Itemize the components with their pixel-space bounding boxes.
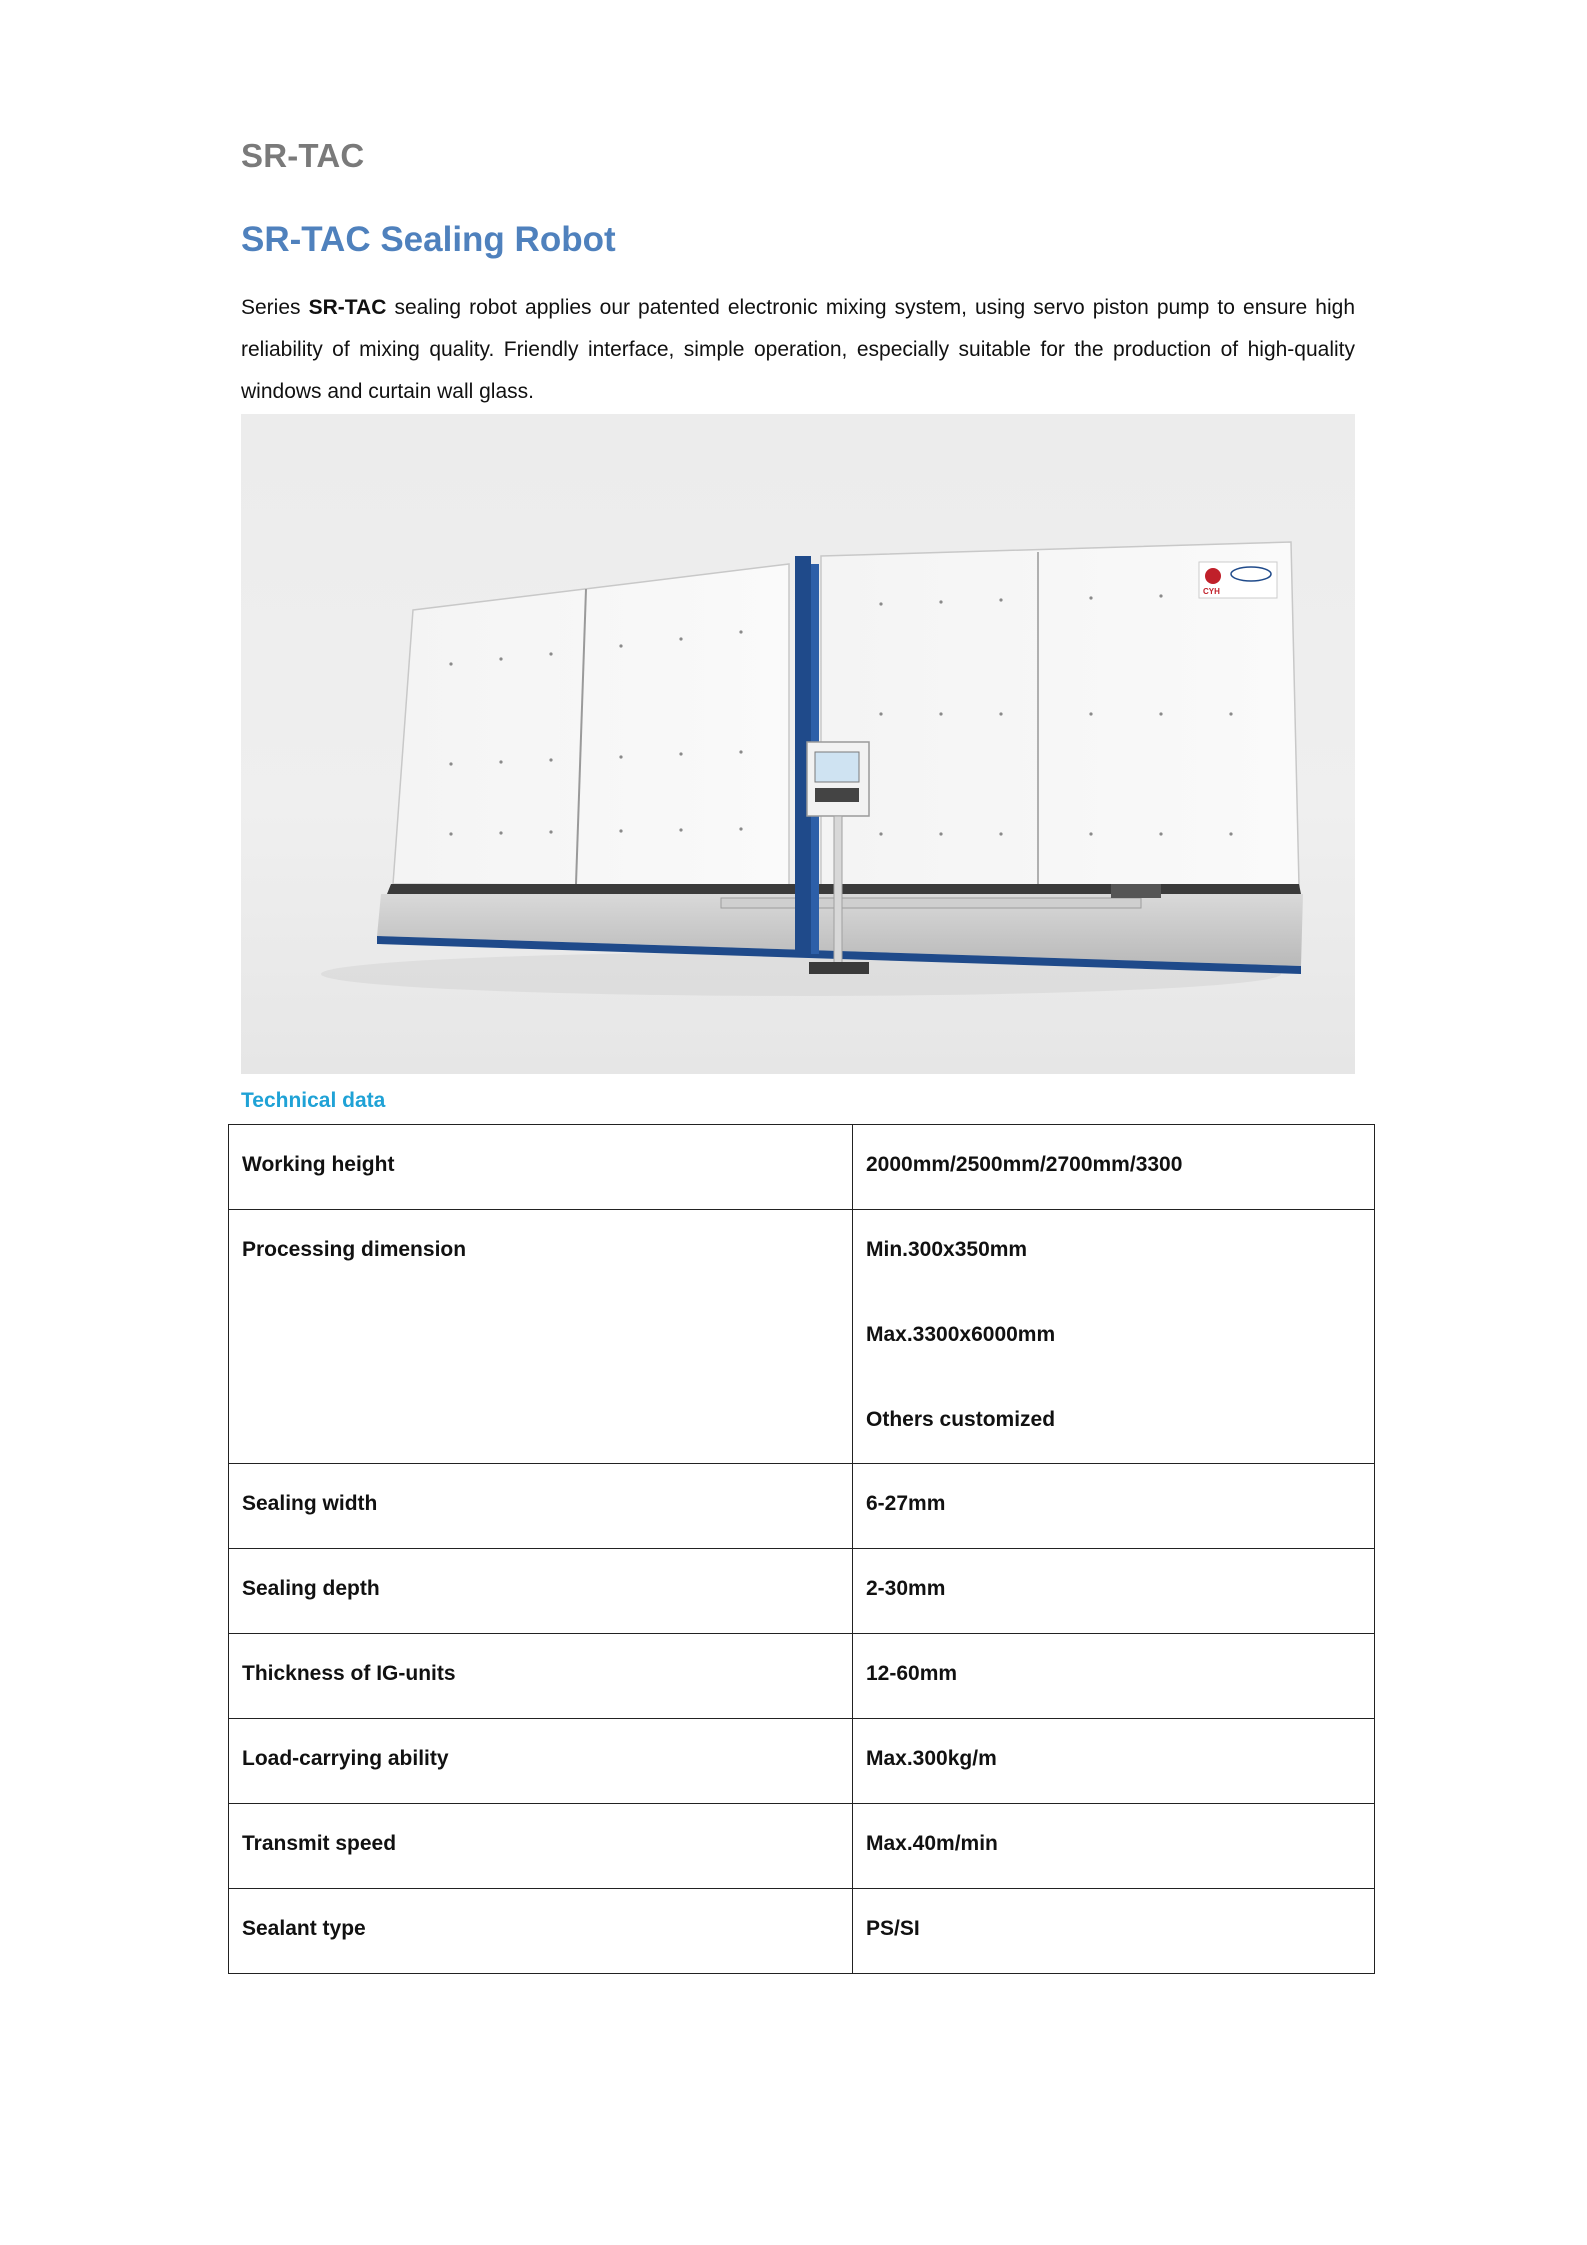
spec-value: PS/SI [853,1889,1375,1974]
carriage-head [1111,884,1161,898]
doc-title: SR-TAC [241,137,365,174]
control-buttons [815,788,859,802]
spec-value: Max.40m/min [853,1804,1375,1889]
intro-model: SR-TAC [308,296,387,319]
spec-label: Transmit speed [229,1804,853,1889]
spec-value-multi [853,1210,1375,1464]
control-stand [834,816,842,966]
spec-label: Thickness of IG-units [229,1634,853,1719]
table-row [229,1125,1375,1210]
spec-value: Min.300x350mm [866,1238,1028,1261]
spec-label: Sealing width [229,1464,853,1549]
table-row [229,1634,1375,1719]
product-photo [241,414,1355,1074]
spec-label: Sealing depth [229,1549,853,1634]
intro-prefix: Series [241,296,309,319]
product-heading: SR-TAC Sealing Robot [241,220,616,259]
spec-value: 12-60mm [853,1634,1375,1719]
spec-value: 2000mm/2500mm/2700mm/3300 [853,1125,1375,1210]
technical-data-label: Technical data [241,1089,386,1112]
table-row [229,1210,1375,1464]
control-screen [815,752,859,782]
table-row [229,1804,1375,1889]
spec-label: Working height [229,1125,853,1210]
intro-paragraph [241,287,1355,413]
spec-value: Others customized [866,1408,1056,1431]
logo-text: CYH [1203,587,1220,596]
spec-label: Sealant type [229,1889,853,1974]
table-row [229,1549,1375,1634]
table-row [229,1889,1375,1974]
technical-data-table [228,1124,1375,1974]
sealing-robot-illustration [241,414,1355,1074]
table-row [229,1464,1375,1549]
spec-label: Processing dimension [229,1210,853,1464]
logo-mark-icon [1205,568,1221,584]
left-support-panel [393,564,789,886]
spec-value: 6-27mm [853,1464,1375,1549]
spec-value: 2-30mm [853,1549,1375,1634]
table-row [229,1719,1375,1804]
spec-value: Max.3300x6000mm [866,1323,1056,1346]
spec-label: Load-carrying ability [229,1719,853,1804]
control-stand-base [809,962,869,974]
spec-value: Max.300kg/m [853,1719,1375,1804]
carriage-rail [721,898,1141,908]
intro-rest: sealing robot applies our patented electronic mixing system, using servo piston pump to ensure high reliability of mixing quality. Friendly interface, simple operation, especially suitable for the production of high-quality windows and curtain wall glass. [241,296,1356,403]
conveyor-rail [387,884,1301,894]
